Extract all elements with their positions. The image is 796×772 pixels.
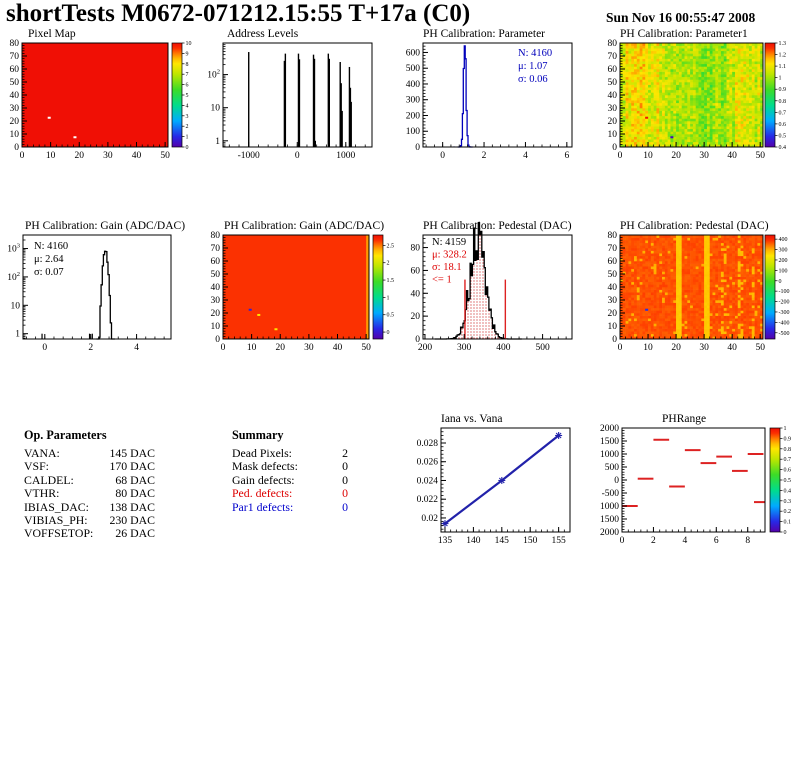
summary-title: Summary xyxy=(232,428,284,442)
svg-text:20: 20 xyxy=(607,309,617,319)
svg-text:70: 70 xyxy=(607,52,617,62)
svg-text:0: 0 xyxy=(617,151,623,161)
svg-text:50: 50 xyxy=(755,151,765,161)
panel-gain-map xyxy=(199,220,398,370)
svg-text:102: $10^2$ xyxy=(207,68,220,81)
svg-text:10: 10 xyxy=(607,322,617,332)
svg-text:-500: -500 xyxy=(778,330,790,337)
svg-text:0.026: 0.026 xyxy=(416,457,438,468)
svg-text:200: 200 xyxy=(417,343,433,353)
svg-text:50: 50 xyxy=(9,78,19,88)
svg-text:30: 30 xyxy=(304,343,314,353)
svg-text:2: 2 xyxy=(185,124,189,131)
svg-text:7: 7 xyxy=(185,72,189,79)
svg-text:1.3: 1.3 xyxy=(778,41,786,47)
svg-text:50: 50 xyxy=(607,270,617,280)
svg-text:0: 0 xyxy=(617,343,623,353)
svg-text:200: 200 xyxy=(778,257,788,264)
panel-pixel-map xyxy=(0,28,199,178)
svg-text:10: 10 xyxy=(45,151,56,161)
panel-title-address-levels: Address Levels xyxy=(227,28,299,40)
svg-text:40: 40 xyxy=(410,289,420,300)
page-title: shortTests M0672-071212.15:55 T+17a (C0) xyxy=(6,0,471,27)
svg-text:10: 10 xyxy=(10,301,20,312)
svg-text:-1000: -1000 xyxy=(237,151,260,161)
svg-text:1000: 1000 xyxy=(336,151,356,161)
svg-text:50: 50 xyxy=(607,78,617,88)
svg-text:30: 30 xyxy=(699,151,709,161)
ped-map-chart xyxy=(597,220,796,368)
svg-text:60: 60 xyxy=(607,65,617,75)
svg-text:-100: -100 xyxy=(778,289,790,296)
svg-text:103: $10^3$ xyxy=(7,242,20,255)
op-row: IBIAS_DAC: 138 DAC xyxy=(24,499,155,514)
svg-text:500: 500 xyxy=(405,64,420,75)
svg-text:70: 70 xyxy=(607,244,617,254)
op-row: VSF: 170 DAC xyxy=(24,459,155,474)
op-row: VOFFSETOP: 26 DAC xyxy=(24,526,155,541)
svg-text:80: 80 xyxy=(9,39,19,49)
svg-text:0: 0 xyxy=(415,143,420,153)
svg-text:-200: -200 xyxy=(778,299,790,306)
svg-text:600: 600 xyxy=(405,48,420,59)
svg-text:30: 30 xyxy=(210,296,220,306)
svg-text:1.1: 1.1 xyxy=(778,64,786,71)
summary-row: Ped. defects: 0 xyxy=(232,486,348,501)
svg-text:-300: -300 xyxy=(778,309,790,316)
svg-text:N: 4159: N: 4159 xyxy=(432,237,467,248)
svg-text:0: 0 xyxy=(14,143,19,153)
svg-text:10: 10 xyxy=(246,343,257,353)
svg-text:0: 0 xyxy=(42,343,48,353)
svg-text:500: 500 xyxy=(535,343,550,353)
op-parameters-title: Op. Parameters xyxy=(24,428,107,442)
svg-text:100: 100 xyxy=(405,127,420,138)
svg-text:40: 40 xyxy=(9,91,19,101)
svg-text:6: 6 xyxy=(564,151,570,161)
svg-text:300: 300 xyxy=(778,247,788,254)
svg-text:-400: -400 xyxy=(778,320,790,327)
svg-text:2: 2 xyxy=(386,260,390,267)
op-row: CALDEL: 68 DAC xyxy=(24,472,155,487)
panel-iana-vs-vana xyxy=(398,413,597,563)
panel-ph-calibration-parameter xyxy=(398,28,597,178)
panel-title-iana: Iana vs. Vana xyxy=(441,413,503,425)
gain-map-chart xyxy=(199,220,398,368)
svg-text:10: 10 xyxy=(9,130,19,140)
svg-text:0.028: 0.028 xyxy=(416,438,438,449)
svg-text:50: 50 xyxy=(361,343,371,353)
op-parameters-block xyxy=(24,428,155,541)
summary-row: Dead Pixels: 2 xyxy=(232,446,348,460)
svg-text:2: 2 xyxy=(481,151,487,161)
svg-text:1: 1 xyxy=(386,295,390,302)
svg-text:80: 80 xyxy=(410,243,420,254)
svg-text:σ: 18.1: σ: 18.1 xyxy=(432,262,462,273)
svg-text:0.02: 0.02 xyxy=(421,513,438,524)
ped-hist-chart xyxy=(398,220,597,368)
svg-text:200: 200 xyxy=(405,111,420,122)
svg-text:102: $10^2$ xyxy=(7,270,20,283)
svg-text:N: 4160: N: 4160 xyxy=(34,241,69,252)
svg-text:400: 400 xyxy=(496,343,511,353)
panel-title-pedestal-histogram: PH Calibration: Pedestal (DAC) xyxy=(423,220,572,232)
svg-text:0: 0 xyxy=(185,145,189,151)
svg-text:3: 3 xyxy=(185,113,189,120)
svg-text:μ: 1.07: μ: 1.07 xyxy=(518,61,548,72)
svg-text:30: 30 xyxy=(607,104,617,114)
svg-text:σ: 0.06: σ: 0.06 xyxy=(518,74,548,85)
svg-text:70: 70 xyxy=(210,244,220,254)
svg-text:30: 30 xyxy=(607,296,617,306)
gain-hist-chart xyxy=(0,220,199,368)
panel-title-ph-parameter1: PH Calibration: Parameter1 xyxy=(620,28,748,40)
panel-pedestal-map xyxy=(597,220,796,370)
svg-text:0: 0 xyxy=(778,278,782,285)
svg-text:<= 1: <= 1 xyxy=(432,274,452,286)
svg-text:10: 10 xyxy=(643,343,653,353)
svg-text:1: 1 xyxy=(215,136,220,147)
svg-text:0: 0 xyxy=(440,151,446,161)
svg-text:50: 50 xyxy=(160,151,170,161)
svg-text:0: 0 xyxy=(612,335,617,345)
svg-text:4: 4 xyxy=(523,151,528,161)
svg-text:140: 140 xyxy=(466,536,481,546)
svg-text:30: 30 xyxy=(699,343,709,353)
svg-text:2.5: 2.5 xyxy=(386,243,394,250)
svg-text:0: 0 xyxy=(415,335,420,345)
svg-text:400: 400 xyxy=(778,237,788,244)
svg-text:80: 80 xyxy=(210,231,220,241)
panel-title-gain-map: PH Calibration: Gain (ADC/DAC) xyxy=(224,220,385,232)
op-parameters-rows xyxy=(24,447,155,541)
summary-row: Par1 defects: 0 xyxy=(232,499,348,514)
svg-text:10: 10 xyxy=(210,322,220,332)
svg-text:20: 20 xyxy=(607,117,617,127)
summary-block xyxy=(232,428,348,514)
panel-gain-histogram xyxy=(0,220,199,370)
svg-text:0: 0 xyxy=(386,330,390,337)
svg-text:μ: 328.2: μ: 328.2 xyxy=(432,249,467,261)
svg-text:N: 4160: N: 4160 xyxy=(518,48,553,59)
svg-text:9: 9 xyxy=(185,51,189,58)
op-row: VANA: 145 DAC xyxy=(24,446,155,460)
summary-rows xyxy=(232,447,348,514)
svg-text:1.5: 1.5 xyxy=(386,278,394,285)
address-levels-chart xyxy=(199,28,398,176)
svg-text:20: 20 xyxy=(275,343,286,353)
svg-text:10: 10 xyxy=(643,151,653,161)
svg-text:80: 80 xyxy=(607,39,617,49)
svg-text:1: 1 xyxy=(778,75,782,82)
svg-text:40: 40 xyxy=(131,151,142,161)
svg-text:1.2: 1.2 xyxy=(778,52,786,59)
svg-text:20: 20 xyxy=(74,151,85,161)
svg-text:40: 40 xyxy=(332,343,343,353)
svg-text:0.6: 0.6 xyxy=(778,121,786,128)
panel-ph-calibration-parameter1 xyxy=(597,28,796,178)
panel-title-pedestal-map: PH Calibration: Pedestal (DAC) xyxy=(620,220,769,232)
svg-text:135: 135 xyxy=(437,536,453,546)
svg-text:50: 50 xyxy=(210,270,220,280)
svg-text:50: 50 xyxy=(755,343,765,353)
panel-address-levels xyxy=(199,28,398,178)
svg-text:0.5: 0.5 xyxy=(386,312,394,319)
op-row: VIBIAS_PH: 230 DAC xyxy=(24,513,155,528)
svg-text:20: 20 xyxy=(210,309,220,319)
ph-param-chart xyxy=(398,28,597,176)
svg-text:0: 0 xyxy=(19,151,25,161)
svg-text:30: 30 xyxy=(103,151,113,161)
svg-text:0.8: 0.8 xyxy=(778,98,786,105)
timestamp: Sun Nov 16 00:55:47 2008 xyxy=(606,10,756,25)
svg-text:60: 60 xyxy=(607,257,617,267)
svg-text:0: 0 xyxy=(612,143,617,153)
svg-text:0.9: 0.9 xyxy=(778,87,786,94)
svg-text:145: 145 xyxy=(494,536,509,546)
svg-text:0: 0 xyxy=(215,335,220,345)
svg-text:4: 4 xyxy=(185,103,189,110)
svg-text:400: 400 xyxy=(405,79,420,90)
iana-chart xyxy=(398,413,597,561)
svg-text:20: 20 xyxy=(671,343,681,353)
svg-text:20: 20 xyxy=(9,117,19,127)
svg-text:σ: 0.07: σ: 0.07 xyxy=(34,267,64,278)
svg-text:0.022: 0.022 xyxy=(416,495,438,506)
svg-text:8: 8 xyxy=(185,61,189,68)
svg-text:100: 100 xyxy=(778,268,788,275)
svg-text:10: 10 xyxy=(185,41,192,47)
svg-text:10: 10 xyxy=(210,103,220,114)
svg-text:40: 40 xyxy=(210,283,220,293)
op-row: VTHR: 80 DAC xyxy=(24,486,155,501)
svg-text:1: 1 xyxy=(185,134,189,141)
svg-text:0.024: 0.024 xyxy=(416,476,438,487)
svg-text:5: 5 xyxy=(185,93,189,99)
ph-param1-chart xyxy=(597,28,796,176)
svg-text:40: 40 xyxy=(607,91,617,101)
panel-phrange xyxy=(597,413,796,563)
svg-text:20: 20 xyxy=(410,312,420,323)
svg-text:0: 0 xyxy=(220,343,226,353)
svg-text:80: 80 xyxy=(607,231,617,241)
panel-title-gain-histogram: PH Calibration: Gain (ADC/DAC) xyxy=(25,220,186,232)
svg-text:1: 1 xyxy=(15,329,20,340)
phrange-chart xyxy=(597,413,796,561)
svg-text:40: 40 xyxy=(727,343,737,353)
svg-text:6: 6 xyxy=(185,82,189,89)
panel-title-ph-parameter: PH Calibration: Parameter xyxy=(423,28,545,40)
panel-title-phrange: PHRange xyxy=(662,413,707,425)
panel-title-pixel-map: Pixel Map xyxy=(28,28,76,40)
svg-text:300: 300 xyxy=(405,95,420,106)
summary-row: Gain defects: 0 xyxy=(232,472,348,487)
svg-text:0.4: 0.4 xyxy=(778,145,786,151)
svg-text:60: 60 xyxy=(9,65,19,75)
svg-text:μ: 2.64: μ: 2.64 xyxy=(34,254,64,265)
svg-text:150: 150 xyxy=(523,536,538,546)
svg-text:4: 4 xyxy=(134,343,139,353)
summary-row: Mask defects: 0 xyxy=(232,459,348,474)
svg-text:10: 10 xyxy=(607,130,617,140)
svg-text:0.7: 0.7 xyxy=(778,110,786,117)
panel-pedestal-histogram xyxy=(398,220,597,370)
svg-text:30: 30 xyxy=(9,104,19,114)
pixel-map-chart xyxy=(0,28,199,176)
svg-text:0: 0 xyxy=(294,151,300,161)
svg-text:300: 300 xyxy=(457,343,472,353)
svg-text:40: 40 xyxy=(727,151,737,161)
svg-text:40: 40 xyxy=(607,283,617,293)
svg-text:155: 155 xyxy=(551,536,566,546)
svg-text:2: 2 xyxy=(88,343,94,353)
svg-text:20: 20 xyxy=(671,151,681,161)
svg-text:0.5: 0.5 xyxy=(778,133,786,140)
svg-text:70: 70 xyxy=(9,52,19,62)
svg-text:60: 60 xyxy=(210,257,220,267)
svg-text:60: 60 xyxy=(410,266,420,277)
